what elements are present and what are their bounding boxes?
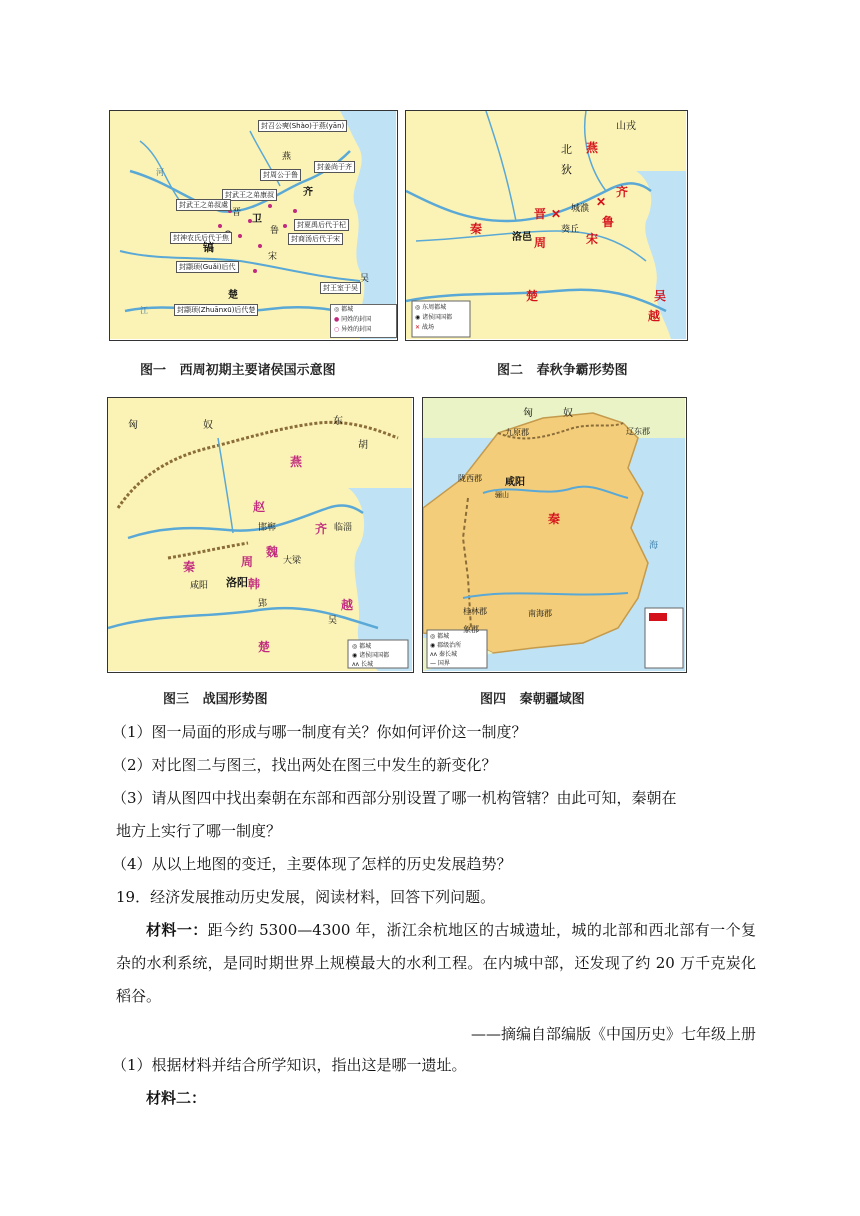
label-xiong: 匈 — [523, 408, 533, 419]
label-xianyang: 咸阳 — [190, 581, 209, 591]
label-chu: 楚 — [258, 640, 271, 654]
label-nu: 奴 — [563, 408, 573, 419]
label-wu: 吴 — [328, 616, 338, 626]
label-bei: 北 — [561, 143, 572, 156]
label-jiang: 封姜尚于齐 — [314, 161, 355, 173]
caption-map1: 图一 西周初期主要诸侯国示意图 — [140, 363, 336, 378]
legend-diff: 异姓的封国 — [341, 326, 372, 333]
label-qi: 齐 — [315, 522, 328, 536]
label-yue: 越 — [648, 309, 661, 323]
legend-wall: 长城 — [361, 661, 374, 668]
legend-state: 诸侯国国都 — [359, 652, 390, 659]
label-xia: 封夏禹后代于杞 — [294, 219, 349, 231]
material-1-text: 距今约 5300—4300 年，浙江余杭地区的古城遗址，城的北部和西北部有一个复杂的水利系统，是同时期世界上规模最大的水利工程。在内城中部，还发现了约 20 万千克炭化稻谷。 — [116, 921, 756, 1005]
label-wuwang: 封王室于吴 — [320, 282, 361, 294]
label-wang1: 封武王之弟康叔 — [222, 189, 277, 201]
question-2: （2）对比图二与图三，找出两处在图三中发生的新变化？ — [112, 756, 497, 774]
map2-legend: ◎ 东周都城 ◉ 诸侯国国都 ✕ 战场 — [415, 304, 453, 331]
place-song: 宋 — [268, 252, 278, 262]
label-shen: 封神农氏后代于焦 — [170, 232, 232, 244]
label-nu: 奴 — [203, 420, 213, 431]
legend-jun: 郡级治所 — [437, 642, 462, 649]
legend-capital: 都城 — [341, 306, 354, 313]
label-guilin: 桂林郡 — [463, 607, 487, 616]
label-shang: 封商汤后代于宋 — [288, 233, 343, 245]
map4-legend: ◎ 都城 ◉ 郡级治所 ʌʌ 秦长城 — 国界 — [430, 633, 462, 667]
label-yue: 越 — [341, 598, 354, 612]
label-qin: 秦 — [183, 560, 196, 574]
label-xiang: 象郡 — [463, 625, 479, 634]
map-qin-dynasty — [422, 397, 687, 673]
river-he: 河 — [156, 168, 164, 177]
label-liaodong: 辽东郡 — [626, 427, 650, 436]
label-lu: 鲁 — [602, 215, 615, 229]
material-1 — [116, 914, 756, 1013]
label-daliang: 大梁 — [283, 556, 302, 566]
caption-map2: 图二 春秋争霸形势图 — [497, 363, 628, 378]
legend-capital: 都城 — [437, 633, 450, 640]
place-wei: 卫 — [252, 214, 262, 225]
map-western-zhou — [109, 110, 398, 341]
label-hu: 胡 — [358, 440, 368, 451]
label-qin: 秦 — [470, 222, 483, 236]
label-shanrong: 山戎 — [616, 121, 636, 132]
map-warring-states — [107, 397, 414, 673]
place-wu: 吴 — [360, 274, 370, 284]
label-lishan: 骊山 — [495, 491, 509, 499]
label-qi: 齐 — [616, 185, 629, 199]
place-hao: 镐 — [203, 241, 214, 254]
place-lu: 鲁 — [270, 226, 280, 236]
material-1-label: 材料一： — [146, 921, 208, 939]
label-shao: 封召公奭(Shào)于燕(yān) — [258, 120, 347, 132]
label-dong: 东 — [333, 416, 343, 427]
label-zhou: 周 — [534, 236, 547, 250]
legend-state: 诸侯国国都 — [422, 314, 453, 321]
label-wang2: 封武王之弟叔虞 — [176, 199, 231, 211]
material-2-label: 材料二： — [146, 1089, 207, 1107]
label-zhao: 赵 — [253, 500, 266, 514]
question-4: （4）从以上地图的变迁，主要体现了怎样的历史发展趋势？ — [112, 855, 512, 873]
label-linzi: 临淄 — [334, 523, 353, 533]
label-kuiqiu: 葵丘 — [561, 225, 580, 235]
question-1: （1）图一局面的形成与哪一制度有关？你如何评价这一制度？ — [112, 723, 527, 741]
place-chu: 楚 — [228, 290, 238, 301]
label-chengpu: 城濮 — [571, 204, 590, 214]
label-qin: 秦 — [548, 512, 561, 526]
label-chu: 楚 — [526, 289, 539, 303]
question-19-1: （1）根据材料并结合所学知识，指出这是哪一遗址。 — [112, 1056, 467, 1074]
question-3-cont: 地方上实行了哪一制度？ — [116, 822, 282, 840]
label-yan: 燕 — [586, 141, 599, 155]
label-wu: 吴 — [654, 289, 667, 303]
place-jin: 晋 — [232, 208, 242, 218]
label-longxi: 陇西郡 — [458, 474, 482, 483]
label-hai: 海 — [649, 541, 659, 551]
label-han: 韩 — [248, 577, 261, 591]
place-yan: 燕 — [282, 152, 292, 162]
place-qi: 齐 — [303, 187, 313, 198]
caption-map3: 图三 战国形势图 — [163, 692, 268, 707]
label-ying: 郢 — [258, 599, 268, 609]
legend-capital: 都城 — [359, 643, 372, 650]
label-luoyang: 洛阳 — [226, 576, 248, 589]
label-zhou: 周 — [241, 555, 254, 569]
question-19-title: 19．经济发展推动历史发展，阅读材料，回答下列问题。 — [116, 888, 496, 906]
label-zhuanxu: 封颛顼(Zhuānxū)后代楚 — [174, 304, 258, 316]
label-di: 狄 — [561, 163, 572, 176]
question-3: （3）请从图四中找出秦朝在东部和西部分别设置了哪一机构管辖？由此可知，秦朝在 — [112, 789, 677, 807]
svg-text:✕: ✕ — [596, 195, 607, 209]
legend-same: 同姓的封国 — [341, 316, 372, 323]
label-song: 宋 — [586, 232, 599, 246]
label-xiong: 匈 — [128, 420, 138, 431]
svg-text:✕: ✕ — [551, 207, 562, 221]
map3-legend: ◎ 都城 ◉ 诸侯国国都 ʌʌ 长城 — [352, 643, 390, 668]
label-yan: 燕 — [290, 455, 303, 469]
legend-capital: 东周都城 — [422, 304, 447, 311]
label-nanhai: 南海郡 — [528, 609, 552, 618]
caption-map4: 图四 秦朝疆域图 — [480, 692, 585, 707]
legend-battle: 战场 — [421, 324, 434, 331]
label-wei: 魏 — [266, 545, 279, 559]
label-luoyi: 洛邑 — [512, 232, 532, 243]
material-1-source: ——摘编自部编版《中国历史》七年级上册 — [470, 1025, 756, 1043]
legend-wall: 秦长城 — [439, 651, 458, 658]
map-spring-autumn — [405, 110, 688, 341]
label-jin: 晋 — [534, 207, 547, 221]
label-jiuyuan: 九原郡 — [505, 428, 529, 437]
label-hao: 封颛顼(Guǎi)后代 — [176, 261, 239, 273]
river-jiang: 江 — [140, 306, 148, 315]
label-zhougong: 封周公于鲁 — [260, 169, 301, 181]
legend-border: 国界 — [437, 660, 450, 667]
label-xianyang: 咸阳 — [505, 477, 525, 488]
label-handan: 邯郸 — [258, 523, 277, 533]
map1-legend: ◎ 都城 ● 同姓的封国 ○ 异姓的封国 — [330, 304, 397, 338]
